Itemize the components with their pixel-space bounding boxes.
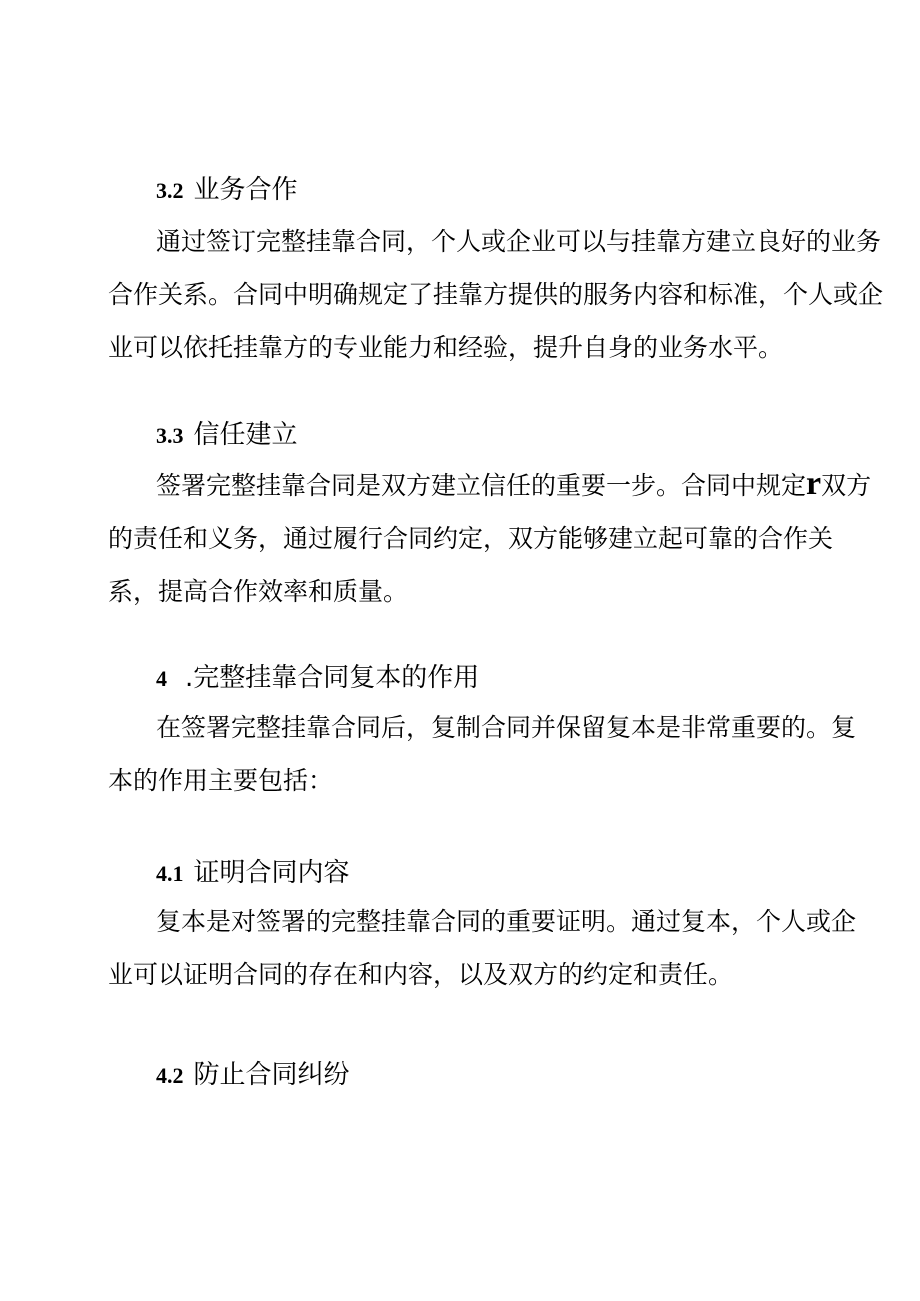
section-title: 信任建立 [193, 420, 298, 450]
section-title: 证明合同内容 [193, 858, 350, 888]
paragraph-line: 复本是对签署的完整挂靠合同的重要证明。通过复本，个人或企 [156, 907, 857, 936]
line-text: 签署完整挂靠合同是双方建立信任的重要一步。合同中规定 [156, 471, 807, 500]
section-title: .完整挂靠合同复本的作用 [185, 663, 480, 693]
section-paragraph-3-2 [108, 215, 883, 374]
paragraph-line: 在签署完整挂靠合同后，复制合同并保留复本是非常重要的。复 [156, 713, 857, 742]
stray-glyph: r [806, 465, 822, 502]
section-heading-4 [156, 660, 479, 697]
section-paragraph-4-1 [108, 895, 856, 1001]
paragraph-line: 合作关系。合同中明确规定了挂靠方提供的服务内容和标准，个人或企 [108, 280, 884, 309]
section-title: 防止合同纠纷 [193, 1060, 350, 1090]
section-paragraph-3-3 [108, 457, 871, 618]
paragraph-line: 系，提高合作效率和质量。 [108, 577, 409, 606]
section-heading-4-2 [156, 1057, 350, 1094]
section-number: 4 [156, 666, 167, 691]
section-paragraph-4 [108, 701, 856, 807]
paragraph-line [108, 457, 871, 512]
section-number: 4.2 [156, 1063, 184, 1088]
paragraph-line: 的责任和义务，通过履行合同约定，双方能够建立起可靠的合作关 [108, 524, 834, 553]
section-number: 4.1 [156, 861, 184, 886]
paragraph-line: 业可以证明合同的存在和内容，以及双方的约定和责任。 [108, 960, 734, 989]
section-heading-3-2 [156, 172, 298, 209]
line-text: 双方 [821, 471, 872, 500]
paragraph-line: 业可以依托挂靠方的专业能力和经验，提升自身的业务水平。 [108, 333, 784, 362]
section-title: 业务合作 [193, 175, 298, 205]
paragraph-line: 本的作用主要包括： [108, 766, 334, 795]
section-heading-3-3 [156, 417, 298, 454]
paragraph-line: 通过签订完整挂靠合同，个人或企业可以与挂靠方建立良好的业务 [156, 227, 882, 256]
section-number: 3.2 [156, 178, 184, 203]
section-heading-4-1 [156, 855, 350, 892]
section-number: 3.3 [156, 423, 184, 448]
